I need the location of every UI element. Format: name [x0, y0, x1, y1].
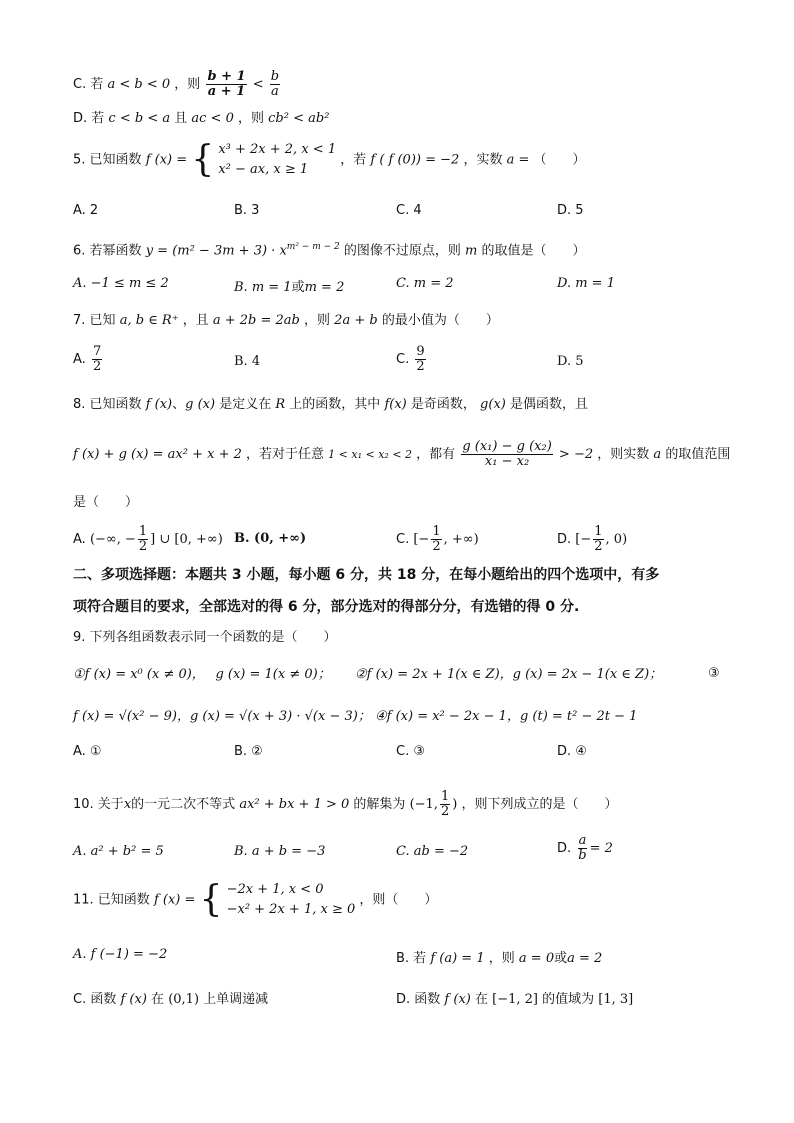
q6-option-a: A. −1 ≤ m ≤ 2	[73, 276, 169, 291]
q9-items-line1: ①f (x) = x⁰ (x ≠ 0)， g (x) = 1(x ≠ 0)； ②f (x) = 2x + 1(x ∈ Z)，g (x) = 2x − 1(x ∈ Z)；	[73, 667, 663, 682]
q7-option-c: C. $\frac{9}{2}$	[396, 344, 425, 374]
q11-stem: 11. 已知函数 f (x) = { −2x + 1, x < 0 −x² + 2x + 1, x ≥ 0 ，则（ ）	[73, 879, 438, 920]
q5-option-d: D. 5	[557, 203, 584, 218]
q11-option-d: D. 函数 f (x) 在 [−1, 2] 的值域为 [1, 3]	[396, 992, 634, 1007]
q9-item3-mark: ③	[708, 666, 720, 681]
fraction: $\frac{1}{2}$	[594, 524, 603, 554]
q7-option-b: B. 4	[234, 354, 261, 369]
q5-option-c: C. 4	[396, 203, 422, 218]
q9-option-a: A. ①	[73, 744, 102, 759]
q4-option-d: D. 若 c < b < a 且 ac < 0 ，则 cb² < ab²	[73, 111, 330, 126]
q10-option-d: D. $\frac{a}{b}$ = 2	[557, 833, 613, 863]
q8-stem-line3: 是（ ）	[73, 495, 139, 510]
q8-option-c: C. [− $\frac{1}{2}$ , +∞)	[396, 524, 479, 554]
q8-option-b: B. (0, +∞)	[234, 531, 307, 546]
q10-option-a: A. a² + b² = 5	[73, 844, 164, 859]
fraction: $\frac{9}{2}$	[416, 344, 425, 374]
fraction: $\frac{b + 1}{a + 1}$	[207, 69, 246, 99]
q11-option-b: B. 若 f (a) = 1 ，则 a = 0或a = 2	[396, 951, 603, 966]
q9-option-b: B. ②	[234, 744, 263, 759]
piecewise-cases: −2x + 1, x < 0 −x² + 2x + 1, x ≥ 0	[226, 882, 356, 917]
q8-option-d: D. [− $\frac{1}{2}$ , 0)	[557, 524, 628, 554]
q5-stem: 5. 已知函数 f (x) = { x³ + 2x + 2, x < 1 x² − ax, x ≥ 1 ，若 f ( f (0)) = −2 ，实数 a = （ ）	[73, 139, 586, 180]
q7-option-d: D. 5	[557, 354, 584, 369]
q9-stem: 9. 下列各组函数表示同一个函数的是（ ）	[73, 630, 337, 645]
fraction: $\frac{b}{a}$	[270, 69, 280, 99]
q8-stem-line2: f (x) + g (x) = ax² + x + 2 ，若对于任意 1 < x₁ < x₂ < 2 ，都有 $\frac{\text{g (x₁) − g (x₂)}}{\text{x₁ − x₂}}$ > −2 ，则实数 a 的取值范围	[73, 439, 731, 469]
q6-stem: 6. 若幂函数 $y = (m^2 - 3m + 3) \cdot x^{m^2 - m - 2}$ 的图像不过原点，则 m 的取值是（ ）	[73, 242, 586, 259]
brace: {	[191, 139, 215, 180]
q10-stem: 10. 关于x的一元二次不等式 ax² + bx + 1 > 0 的解集为 (−1, $\frac{1}{2}$ ) ，则下列成立的是（ ）	[73, 789, 618, 819]
q8-option-a: A. (−∞, − $\frac{1}{2}$ ] ∪ [0, +∞)	[73, 524, 223, 554]
q10-option-b: B. a + b = −3	[234, 844, 326, 859]
q8-stem-line1: 8. 已知函数 f (x)、g (x) 是定义在 R 上的函数，其中 f(x) 是奇函数， g(x) 是偶函数，且	[73, 397, 588, 412]
fraction: $\frac{1}{2}$	[432, 524, 441, 554]
q6-option-c: C. m = 2	[396, 276, 454, 291]
q7-stem: 7. 已知 a, b ∈ R⁺ ，且 a + 2b = 2ab ，则 2a + b 的最小值为（ ）	[73, 313, 499, 328]
fraction: $\frac{a}{b}$	[578, 833, 587, 863]
q6-option-d: D. m = 1	[557, 276, 615, 291]
q9-option-c: C. ③	[396, 744, 425, 759]
q7-option-a: A. $\frac{7}{2}$	[73, 344, 102, 374]
section-heading: 二、多项选择题：本题共 3 小题，每小题 6 分，共 18 分，在每小题给出的四个选项中，有多	[73, 567, 660, 583]
q5-option-b: B. 3	[234, 203, 260, 218]
fraction: $\frac{\text{g (x₁) − g (x₂)}}{\text{x₁ − x₂}}$	[462, 439, 552, 469]
section-heading-cont: 项符合题目的要求，全部选对的得 6 分，部分选对的得部分分，有选错的得 0 分.	[73, 599, 580, 615]
q6-option-b: B. m = 1或m = 2	[234, 280, 345, 295]
brace: {	[199, 879, 223, 920]
q9-items-line2: f (x) = √(x² − 9)，g (x) = √(x + 3) · √(x − 3)； ④f (x) = x² − 2x − 1，g (t) = t² − 2t − 1	[73, 709, 638, 724]
q5-option-a: A. 2	[73, 203, 99, 218]
q9-option-d: D. ④	[557, 744, 587, 759]
fraction: $\frac{1}{2}$	[138, 524, 148, 554]
q11-option-c: C. 函数 f (x) 在 (0,1) 上单调递减	[73, 992, 269, 1007]
q4-option-c: C. 若 a < b < 0 ，则 $\frac{b + 1}{a + 1}$ < $\frac{b}{a}$	[73, 69, 280, 99]
q10-option-c: C. ab = −2	[396, 844, 469, 859]
fraction: $\frac{1}{2}$	[440, 789, 450, 819]
q11-option-a: A. f (−1) = −2	[73, 947, 168, 962]
piecewise-cases: x³ + 2x + 2, x < 1 x² − ax, x ≥ 1	[218, 142, 337, 177]
fraction: $\frac{7}{2}$	[92, 344, 102, 374]
